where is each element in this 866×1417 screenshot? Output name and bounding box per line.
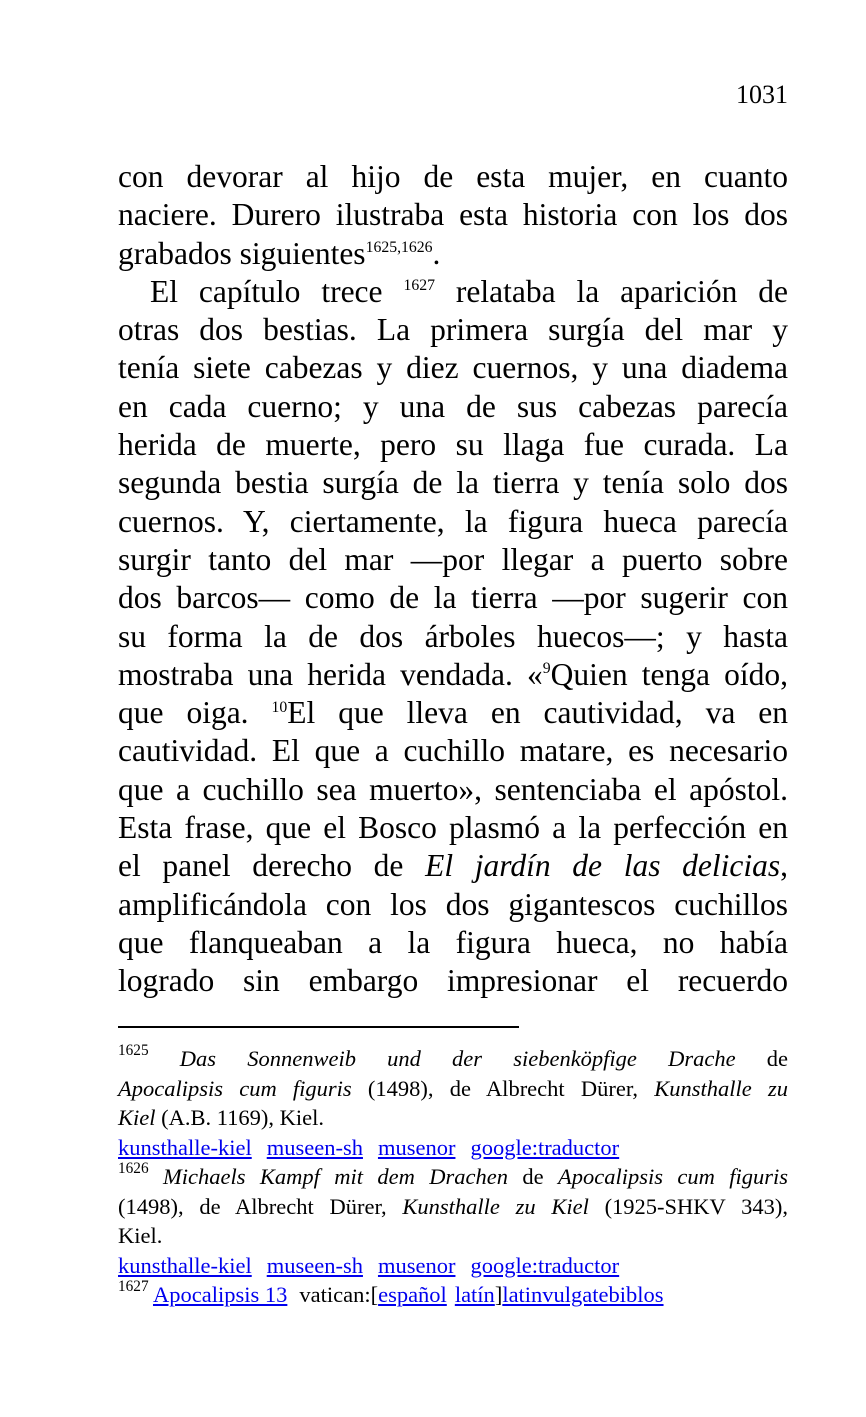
footnote-line: Kiel (A.B. 1169), Kiel. xyxy=(118,1105,325,1130)
link-biblos[interactable]: biblos xyxy=(608,1282,664,1307)
text-line: que flanqueaban a la figura hueca, no había xyxy=(118,924,788,960)
text-line: logrado sin embargo impresionar el recuerdo xyxy=(118,963,788,999)
text-line: surgir tanto del mar —por llegar a puerto sobre xyxy=(118,541,788,577)
footnote-number: 1627 xyxy=(118,1278,149,1296)
link-musenor[interactable]: musenor xyxy=(377,1252,456,1278)
text-line: El capítulo trece $^{1627}$ relataba la aparición de xyxy=(150,273,789,309)
text-line: que a cuchillo sea muerto», sentenciaba el apóstol. xyxy=(118,771,788,807)
text-line: herida de muerte, pero su llaga fue curada. La xyxy=(118,427,788,463)
text-line: mostraba una herida vendada. «$^9$Quien tenga oído, xyxy=(118,656,789,692)
text-line: con devorar al hijo de esta mujer, en cuanto xyxy=(118,159,788,194)
text-line: en cada cuerno; y una de sus cabezas parecía xyxy=(118,388,788,424)
verse-number: 10 xyxy=(271,698,288,716)
text-line: su forma la de dos árboles huecos—; y hasta xyxy=(118,618,788,654)
footnote-links xyxy=(118,1251,788,1281)
footnotes xyxy=(118,1044,788,1310)
text-line: segunda bestia surgía de la tierra y tenía solo dos xyxy=(118,465,788,501)
link-museen-sh[interactable]: museen-sh xyxy=(266,1134,363,1160)
verse-number: 9 xyxy=(542,660,551,678)
page-number: 1031 xyxy=(736,80,788,109)
link-espanol[interactable]: español xyxy=(378,1282,447,1307)
link-apocalipsis-13[interactable]: Apocalipsis 13 xyxy=(152,1282,288,1307)
text-line: el panel derecho de El jardín de las delicias, xyxy=(118,848,788,884)
text-line: cuernos. Y, ciertamente, la figura hueca parecía xyxy=(118,503,788,539)
footnote-line: Apocalipsis cum figuris (1498), de Albrecht Dürer, Kunsthalle zu xyxy=(118,1075,789,1101)
text-line: cautividad. El que a cuchillo matare, es necesario xyxy=(118,733,788,769)
link-google-traductor[interactable]: google:traductor xyxy=(470,1252,620,1278)
link-kunsthalle-kiel[interactable]: kunsthalle-kiel xyxy=(118,1252,252,1278)
footnote-1625: $^{1625}$ Das Sonnenweib und der siebenköpfige Drache de xyxy=(118,1042,789,1071)
text-line: Esta frase, que el Bosco plasmó a la perfección en xyxy=(118,810,788,846)
link-museen-sh[interactable]: museen-sh xyxy=(266,1252,363,1278)
footnote-number: 1626 xyxy=(118,1160,149,1178)
footnote-ref: 1625,1626 xyxy=(365,239,433,257)
vatican-links: vatican:[español latín] xyxy=(299,1282,503,1307)
footnote-1626: $^{1626}$ Michaels Kampf mit dem Drachen de Apocalipsis cum figuris xyxy=(118,1160,789,1189)
link-musenor[interactable]: musenor xyxy=(377,1134,456,1160)
text-line: amplificándola con los dos gigantescos cuchillos xyxy=(118,886,788,922)
footnote-ref: 1627 xyxy=(403,277,435,295)
footnote-line: (1498), de Albrecht Dürer, Kunsthalle zu Kiel (1925-SHKV 343), xyxy=(118,1193,788,1219)
footnote-divider xyxy=(118,1026,519,1028)
footnote-1627 xyxy=(118,1280,788,1310)
footnote-number: 1625 xyxy=(118,1042,149,1060)
text-line: que oiga. $^{10}$El que lleva en cautividad, va en xyxy=(118,695,789,731)
link-google-traductor[interactable]: google:traductor xyxy=(470,1134,620,1160)
text-line: grabados siguientes$^{1625,1626}$. xyxy=(118,235,441,271)
body-text xyxy=(118,158,788,1001)
text-line: dos barcos— como de la tierra —por sugerir con xyxy=(118,580,788,616)
link-kunsthalle-kiel[interactable]: kunsthalle-kiel xyxy=(118,1134,252,1160)
link-latin[interactable]: latín xyxy=(454,1282,495,1307)
text-line: naciere. Durero ilustraba esta historia con los dos xyxy=(118,197,788,233)
footnote-line: Kiel. xyxy=(118,1223,163,1248)
footnote-links xyxy=(118,1133,788,1163)
artwork-title: El jardín de las delicias xyxy=(425,848,781,884)
text-line: tenía siete cabezas y diez cuernos, y una diadema xyxy=(118,350,788,386)
link-latinvulgate[interactable]: latinvulgate xyxy=(502,1282,609,1307)
text-line: otras dos bestias. La primera surgía del mar y xyxy=(118,312,788,348)
